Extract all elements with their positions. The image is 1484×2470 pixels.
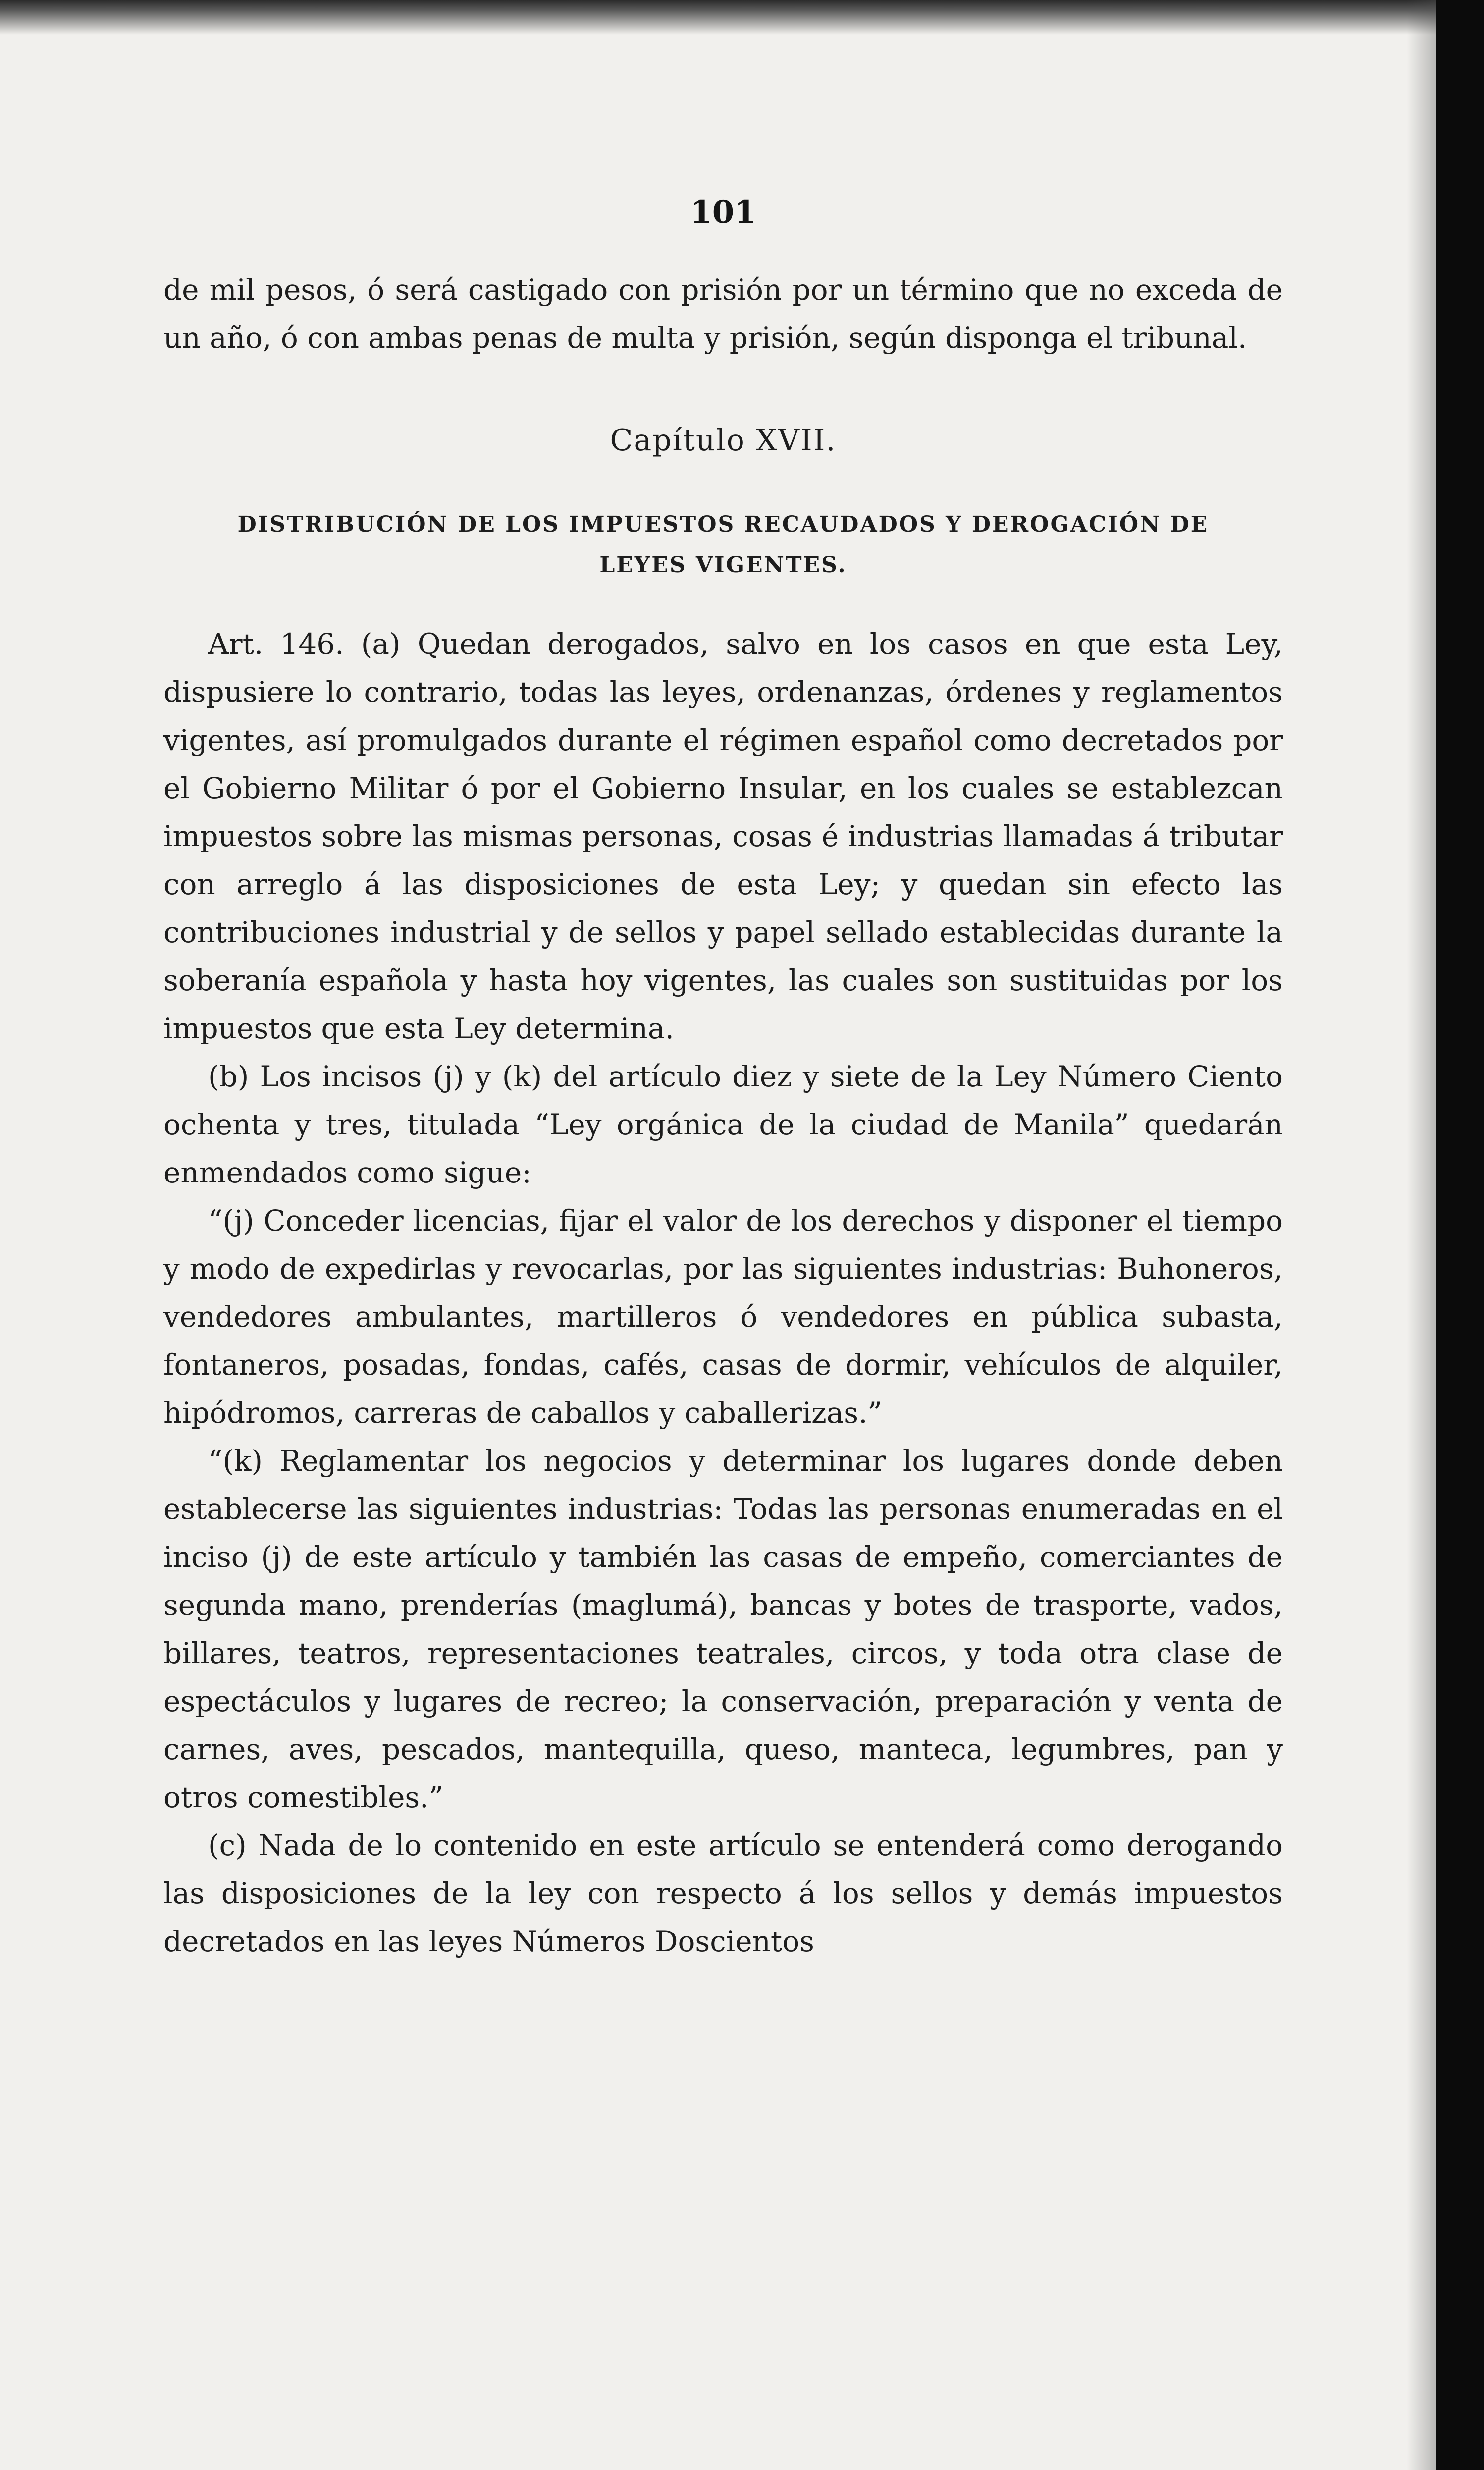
page-top-shadow: [0, 0, 1436, 35]
inciso-k: “(k) Reglamentar los negocios y determinar los lugares donde deben establecerse las siguientes industrias: Todas las personas enumeradas en el inciso (j) de este artículo y también las casas de empeño, comerciantes de segunda mano, prenderías (maglumá), bancas y botes de trasporte, vados, billares, teatros, representaciones teatrales, circos, y toda otra clase de espectáculos y lugares de recreo; la conservación, preparación y venta de carnes, aves, pescados, mantequilla, queso, manteca, legumbres, pan y otros comestibles.”: [163, 1444, 1283, 1814]
page-gutter-shadow: [1407, 0, 1436, 2470]
chapter-heading: Capítulo XVII.: [610, 423, 837, 458]
section-title-line-2: LEYES VIGENTES.: [599, 552, 847, 578]
page-text-body: [163, 188, 1283, 1966]
page-number: 101: [690, 194, 756, 231]
scan-dark-edge: [1436, 0, 1484, 2470]
article-146-c: (c) Nada de lo contenido en este artículo se entenderá como derogando las disposiciones de la ley con respecto á los sellos y demás impuestos decretados en las leyes Números Doscientos: [163, 1828, 1283, 1958]
section-title-line-1: DISTRIBUCIÓN DE LOS IMPUESTOS RECAUDADOS Y DEROGACIÓN DE: [237, 512, 1209, 537]
section-title: [163, 504, 1283, 586]
paragraph-continuation: de mil pesos, ó será castigado con prisión por un término que no exceda de un año, ó con ambas penas de multa y prisión, según disponga el tribunal.: [163, 273, 1283, 355]
inciso-j: “(j) Conceder licencias, fijar el valor de los derechos y disponer el tiempo y modo de expedirlas y revocarlas, por las siguientes industrias: Buhoneros, vendedores ambulantes, martilleros ó vendedores en pública subasta, fontaneros, posadas, fondas, cafés, casas de dormir, vehículos de alquiler, hipódromos, carreras de caballos y caballerizas.”: [163, 1204, 1283, 1430]
article-146-a: Art. 146. (a) Quedan derogados, salvo en los casos en que esta Ley, dispusiere lo contrario, todas las leyes, ordenanzas, órdenes y reglamentos vigentes, así promulgados durante el régimen español como decretados por el Gobierno Militar ó por el Gobierno Insular, en los cuales se establezcan impuestos sobre las mismas personas, cosas é industrias llamadas á tributar con arreglo á las disposiciones de esta Ley; y quedan sin efecto las contribuciones industrial y de sellos y papel sellado establecidas durante la soberanía española y hasta hoy vigentes, las cuales son sustituidas por los impuestos que esta Ley determina.: [163, 627, 1283, 1045]
article-146-b: (b) Los incisos (j) y (k) del artículo diez y siete de la Ley Número Ciento ochenta y tres, titulada “Ley orgánica de la ciudad de Manila” quedarán enmendados como sigue:: [163, 1060, 1283, 1189]
